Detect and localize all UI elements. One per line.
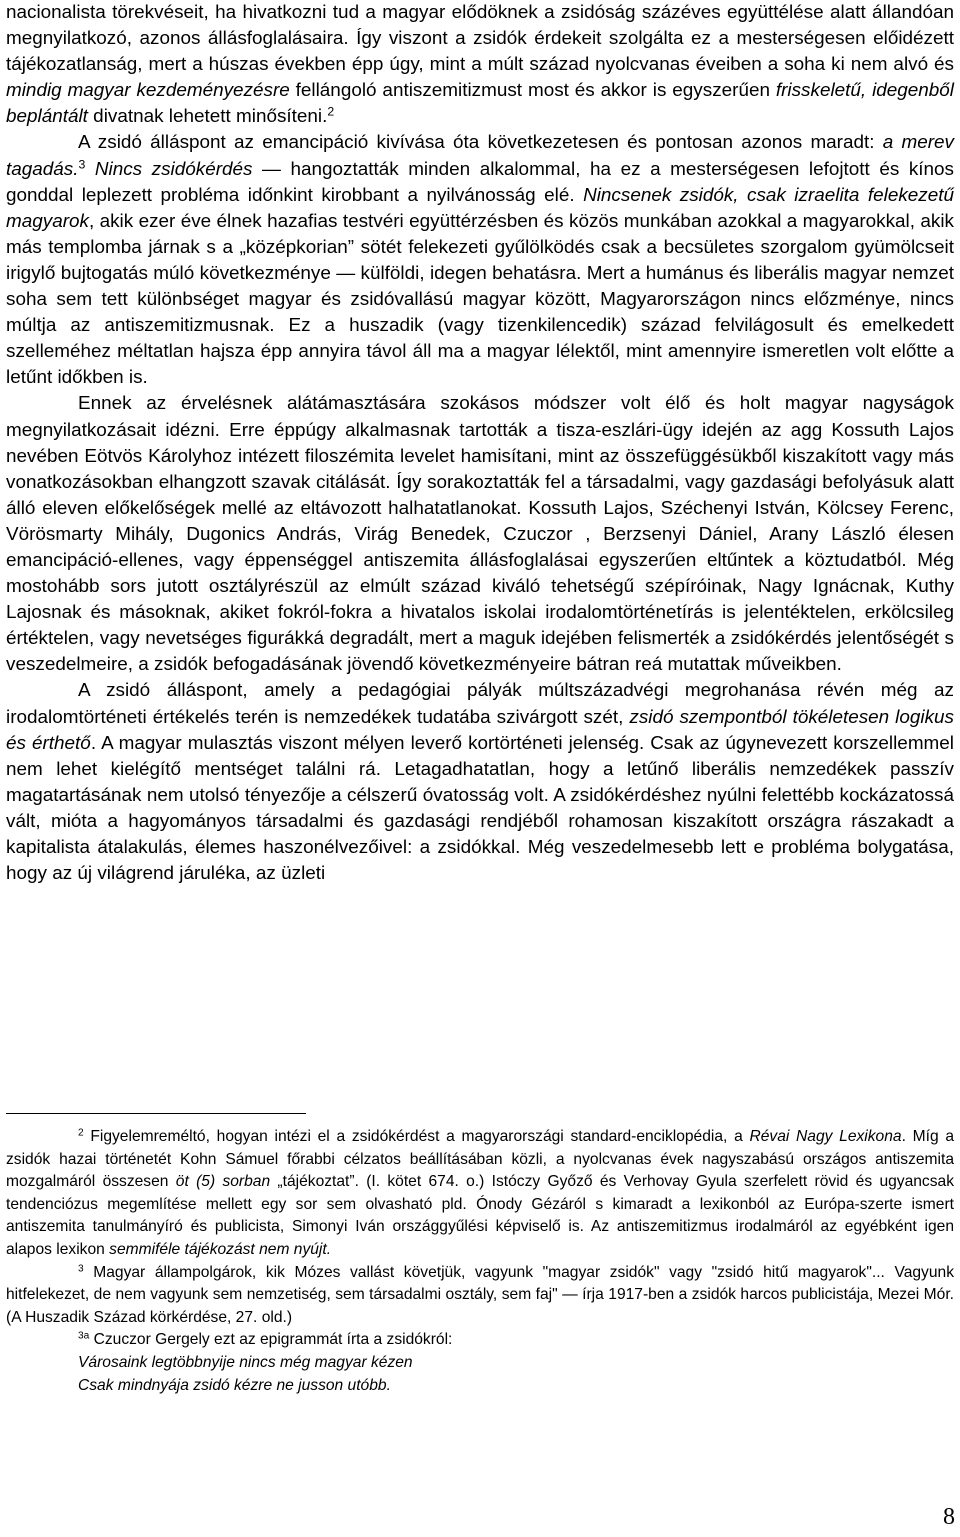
footnote-ref-3[interactable]: 3 xyxy=(78,156,86,171)
text-run: , akik ezer éve élnek hazafias testvéri együttérzésben és közös munkában azokkal a magyarokkal, akik más templomba járnak s a „középkorian” sötét felekezeti gyűlölködés csak a becsületes szorgalom gyümölcseit irigylő bujtogatás múló következménye — külföldi, idegen behatásra. Mert a humánus és liberális magyar nemzet soha sem tett különbséget magyar és zsidóvallású magyar között, Magyarországon nincs előzménye, nincs múltja az antiszemitizmusnak. Ez a huszadik (vagy tizenkilencedik) század felvilágosult és emelkedett szelleméhez méltatlan hajsza épp annyira távol áll ma a magyar lélektől, mint amennyire ismeretlen volt előtte a letűnt időkben is. xyxy=(6,210,954,389)
paragraph-2 xyxy=(6,130,954,391)
text-run: Czuczor Gergely ezt az epigrammát írta a zsidókról: xyxy=(89,1331,453,1349)
text-run: . A magyar mulasztás viszont mélyen leverő kortörténeti jelenség. Csak az úgynevezett korszellemmel nem lehet kielégítő mentséget találni rá. Letagadhatatlan, hogy a letűnő liberális nemzedékek passzív magatartásának nem utolsó tényezője a célszerű óvatosság volt. A zsidókérdéshez nyúlni felettébb kockázatossá vált, mióta a hagyományos társadalmi és gazdasági rendjéből rohamosan kiszakított országra rászakadt a kapitalista átalakulás, élemes haszonélvezőivel: a zsidókkal. Még veszedelmesebb lett e probléma bolygatása, hogy az új világrend járuléka, az üzleti xyxy=(6,732,954,885)
italic-run: mindig magyar kezdeményezésre xyxy=(6,80,290,102)
italic-run: Nincs zsidókérdés xyxy=(85,158,253,180)
footnotes xyxy=(6,1126,954,1397)
footnote-marker: 3a xyxy=(78,1330,90,1342)
text-run: „tájékoztat”. (I. kötet 674. o.) Istóczy Győző és Verhovay Gyula szerfelett rövid és ugyancsak tendenciózus megemlítése mellett egy sor sem olvasható pld. Ónody Gézáról s kimaradt a lexikonból az Európa-szerte ismert antiszemita tanulmányíró és publicista, Simonyi Iván országgyűlési képviselő is. Az antiszemitizmus irodalmáról az egyébként igen alapos lexikon xyxy=(6,1173,954,1258)
text-run: fellángoló antiszemitizmust most és akkor is egyszerűen xyxy=(289,80,776,102)
text-run: nacionalista törekvéseit, ha hivatkozni tud a magyar elődöknek a zsidóság százéves együttélése alatt állandóan megnyilatkozó, azonos állásfoglalásaira. Így viszont a zsidók érdekeit szolgálta ez a mesterségesen előidézett tájékozatlanság, mert a húszas években épp úgy, mint a múlt század nyolcvanas éveiben a soha ki nem alvó és xyxy=(6,2,954,76)
footnote-2 xyxy=(6,1126,954,1262)
footnote-marker: 2 xyxy=(78,1127,84,1139)
text-run: Magyar állampolgárok, kik Mózes vallást követjük, vagyunk "magyar zsidók" vagy "zsidó hitű magyarok"... Vagyunk hitfelekezet, de nem vagyunk sem nemzetiség, sem társadalmi osztály, sem faj" — írja 1917-ben a zsidók harcos publicistája, Mezei Mór. (A Huszadik Század körkérdése, 27. old.) xyxy=(6,1263,954,1326)
italic-run: zsidó szempontból tökéletesen logikus és érthető xyxy=(6,706,954,754)
footnote-3a xyxy=(6,1329,954,1352)
italic-run: frisskeletű, idegenből beplántált xyxy=(6,80,954,128)
page-number: 8 xyxy=(943,1504,955,1530)
text-run: . Míg a zsidók hazai történetét Kohn Sámuel főrabbi célzatos beállításában közli, a nyolcvanas évek nagyszabású országos antiszemita mozgalmáról összesen xyxy=(6,1128,955,1191)
italic-run: a merev tagadás. xyxy=(6,132,954,180)
text-run: A zsidó álláspont az emancipáció kivívása óta következetesen és pontosan azonos maradt: xyxy=(78,132,883,154)
text-run: divatnak lehetett minősíteni. xyxy=(87,106,328,128)
verse-line-1 xyxy=(6,1352,954,1375)
text-run: A zsidó álláspont, amely a pedagógiai pályák múltszázadvégi megrohanása révén még az irodalomtörténeti értékelés terén is nemzedékek tudatába szivárgott szét, xyxy=(6,680,954,728)
italic-run: Városaink legtöbbnyije nincs még magyar kézen xyxy=(78,1353,413,1371)
footnote-marker: 3 xyxy=(78,1263,84,1274)
footnote-ref-2[interactable]: 2 xyxy=(327,104,335,119)
main-text xyxy=(6,0,954,887)
italic-run: öt (5) sorban xyxy=(175,1173,271,1191)
paragraph-4 xyxy=(6,678,954,887)
italic-run: semmiféle tájékozást nem nyújt. xyxy=(109,1240,332,1258)
verse-line-2 xyxy=(6,1375,954,1398)
paragraph-3: Ennek az érvelésnek alátámasztására szokásos módszer volt élő és holt magyar nagyságok megnyilatkozásait idézni. Erre éppúgy alkalmasnak tartották a tisza-eszlári-ügy idején az agg Kossuth Lajos nevében Eötvös Károlyhoz intézett filoszémita levelet hamisítani, mint az összefüggésükből kiszakított vagy más vonatkozásokban elhangzott szavak citálását. Így sorakoztatták fel a társadalmi, vagy gazdasági befolyásuk alatt álló eleven előkelőségek mellé az eltávozott halhatatlanokat. Kossuth Lajos, Széchenyi István, Kölcsey Ferenc, Vörösmarty Mihály, Dugonics András, Virág Benedek, Czuczor , Berzsenyi Dániel, Arany László élesen emancipáció-ellenes, vagy éppenséggel antiszemita állásfoglalásai egyszerűen eltűntek a köztudatból. Még mostohább sors jutott osztályrészül az elmúlt század kiváló tehetségű szépíróinak, Nagy Ignácnak, Kuthy Lajosnak és másoknak, akiket fokról-fokra a hivatalos iskolai irodalomtörténetírás is jelentéktelen, erkölcsileg értéktelen, vagy nevetséges figurákká degradált, mert a maguk idejében felismerték a zsidókérdés jelentőségét s veszedelmeire, a zsidók befogadásának jövendő következményeire bátran reá mutattak műveikben. xyxy=(6,393,954,676)
text-run: Figyelemreméltó, hogyan intézi el a zsidókérdést a magyarországi standard-enciklopédia, a xyxy=(83,1128,750,1145)
footnote-3 xyxy=(6,1262,954,1330)
italic-run: Révai Nagy Lexikona xyxy=(749,1128,902,1145)
italic-run: Nincsenek zsidók, csak izraelita felekezetű magyarok xyxy=(6,184,954,232)
paragraph-1 xyxy=(6,0,954,130)
italic-run: Csak mindnyája zsidó kézre ne jusson utóbb. xyxy=(78,1376,391,1394)
footnote-separator xyxy=(6,1113,306,1114)
text-run: — hangoztatták minden alkalommal, ha ez a mesterségesen lefojtott és kínos gonddal leplezett probléma időnkint kirobbant a nyilvánosság elé. xyxy=(6,158,954,206)
